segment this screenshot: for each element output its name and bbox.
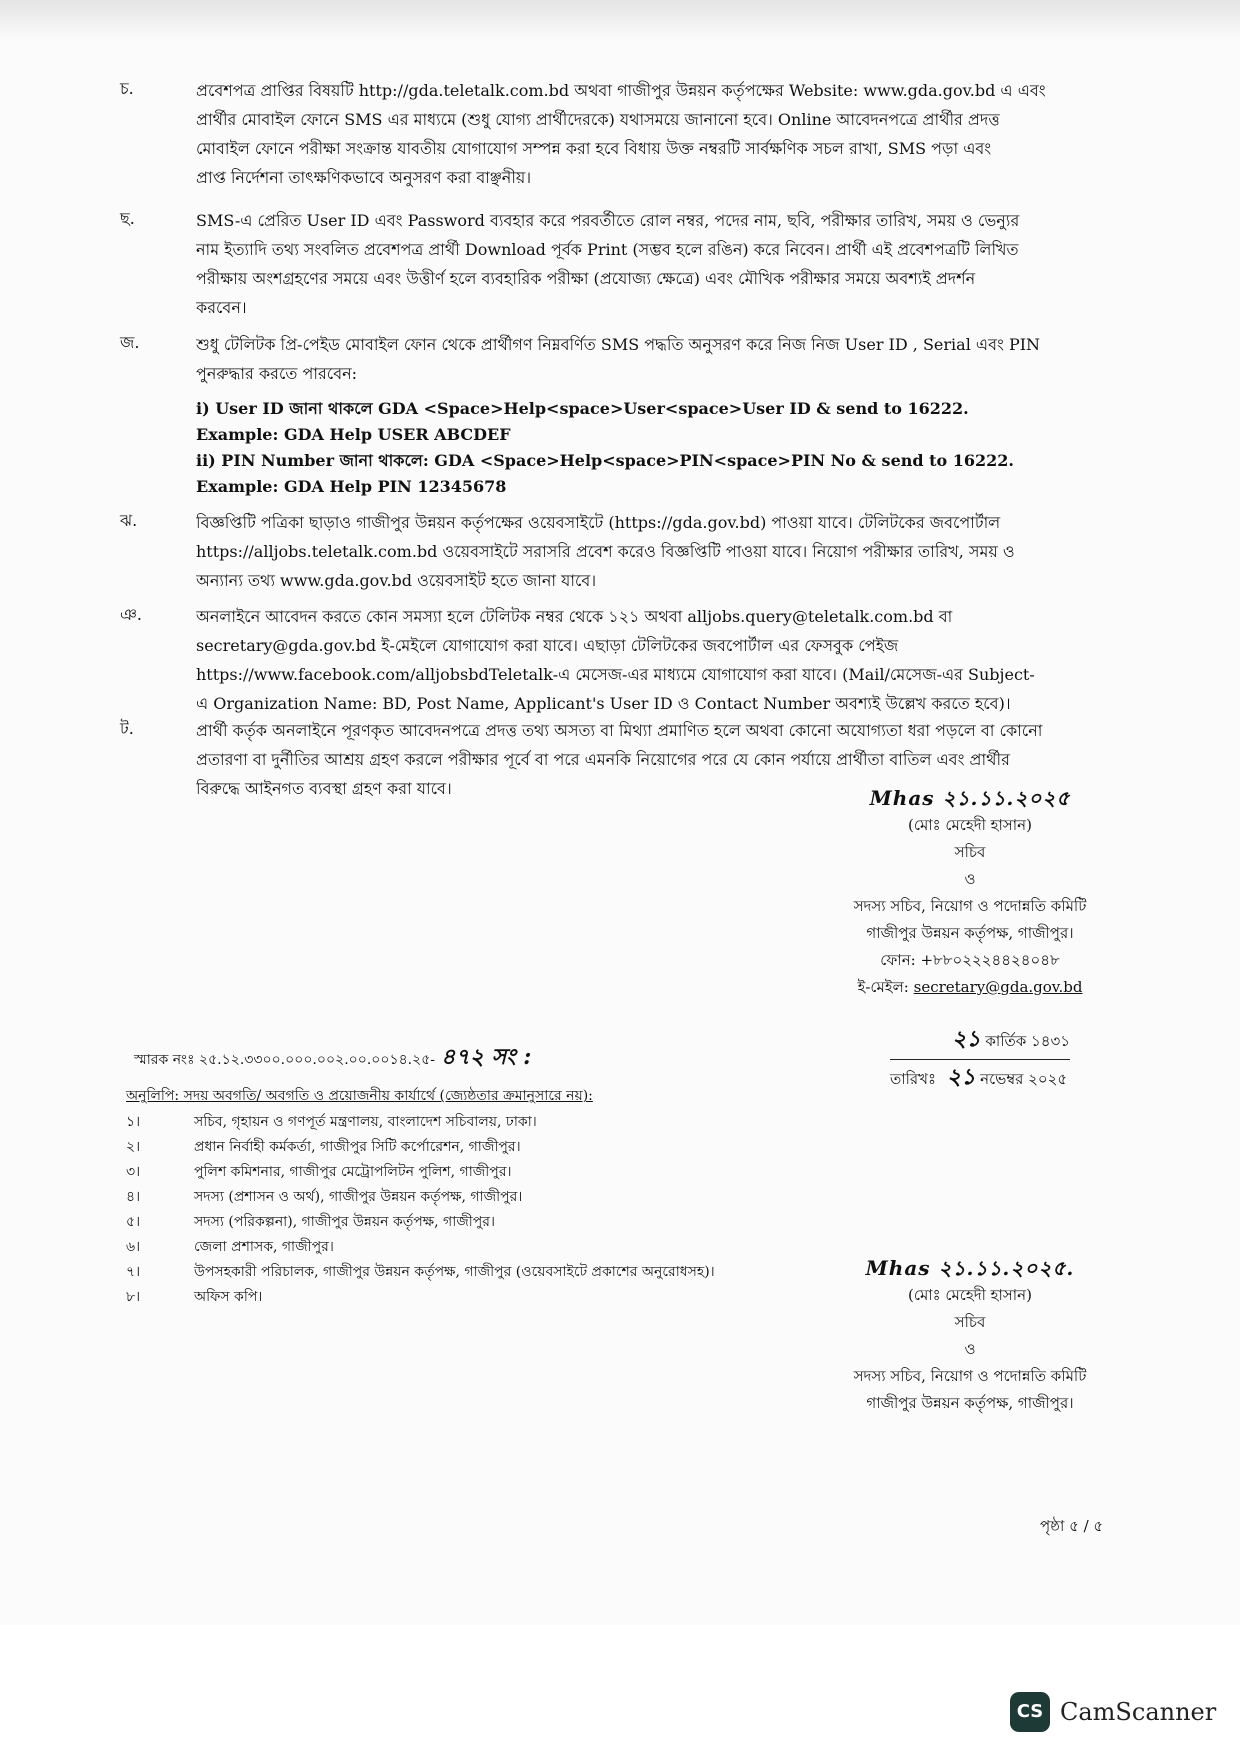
date-label: তারিখঃ xyxy=(890,1070,936,1088)
list-item-text: উপসহকারী পরিচালক, গাজীপুর উন্নয়ন কর্তৃপক্ষ, গাজীপুর (ওয়েবসাইটে প্রকাশের অনুরোধসহ)। xyxy=(194,1264,715,1280)
scan-edge xyxy=(0,0,1240,40)
paragraph-line: secretary@gda.gov.bd ই-মেইলে যোগাযোগ করা যাবে। এছাড়া টেলিটকের জবপোর্টাল এর ফেসবুক পেইজ xyxy=(196,636,899,655)
paragraph-line: প্রাপ্ত নির্দেশনা তাৎক্ষণিকভাবে অনুসরণ করা বাঞ্ছনীয়। xyxy=(196,168,532,187)
date-day-bangla: ২১ xyxy=(952,1026,981,1052)
distribution-list xyxy=(126,1110,715,1310)
sms-user-example: Example: GDA Help USER ABCDEF xyxy=(196,425,511,444)
signature-block-second xyxy=(800,1255,1140,1417)
list-item-text: প্রধান নির্বাহী কর্মকর্তা, গাজীপুর সিটি কর্পোরেশন, গাজীপুর। xyxy=(194,1139,521,1155)
list-item-text: সদস্য (প্রশাসন ও অর্থ), গাজীপুর উন্নয়ন কর্তৃপক্ষ, গাজীপুর। xyxy=(194,1189,523,1205)
signatory-conjunction: ও xyxy=(964,1340,976,1358)
signatory-title: সচিব xyxy=(954,1313,986,1331)
paragraph-mark: ট. xyxy=(120,719,134,738)
sms-instructions xyxy=(196,396,1014,500)
signatory-email-row xyxy=(800,974,1140,1001)
list-item xyxy=(126,1185,715,1210)
list-item xyxy=(126,1260,715,1285)
paragraph-mark: জ. xyxy=(120,333,140,352)
paragraph-mark: ঞ. xyxy=(120,605,142,624)
list-item-number: ১। xyxy=(126,1114,141,1130)
paragraph-line: মোবাইল ফোনে পরীক্ষা সংক্রান্ত যাবতীয় যোগাযোগ সম্পন্ন করা হবে বিধায় উক্ত নম্বরটি সার্বক্ষণিক সচল রাখা, SMS পড়া এবং xyxy=(196,139,992,158)
list-item-number: ৩। xyxy=(126,1164,141,1180)
paragraph-line: পরীক্ষায় অংশগ্রহণের সময়ে এবং উত্তীর্ণ হলে ব্যবহারিক পরীক্ষা (প্রযোজ্য ক্ষেত্রে) এবং মৌখিক পরীক্ষার সময়ে অবশ্যই প্রদর্শন xyxy=(196,269,976,288)
email-link[interactable]: secretary@gda.gov.bd xyxy=(913,978,1083,996)
signatory-title: সচিব xyxy=(954,843,986,861)
list-item-number: ২। xyxy=(126,1139,141,1155)
signatory-name: (মোঃ মেহেদী হাসান) xyxy=(908,1286,1032,1304)
paragraph-mark: চ. xyxy=(120,79,134,98)
list-item-number: ৪। xyxy=(126,1189,141,1205)
date-block xyxy=(890,1022,1070,1097)
list-item xyxy=(126,1285,715,1310)
memo-number xyxy=(134,1040,531,1077)
camscanner-watermark: CamScanner xyxy=(1060,1698,1217,1726)
signatory-phone: ফোন: +৮৮০২২২৪৪২৪০৪৮ xyxy=(880,951,1060,969)
page-number: পৃষ্ঠা ৫ / ৫ xyxy=(1040,1517,1104,1535)
paragraph-line: প্রবেশপত্র প্রাপ্তির বিষয়টি http://gda.teletalk.com.bd অথবা গাজীপুর উন্নয়ন কর্তৃপক্ষের Website: www.gda.gov.bd এ এবং xyxy=(196,81,1046,100)
date-bangla-row xyxy=(890,1022,1070,1060)
memo-label: স্মারক নংঃ ২৫.১২.৩৩০০.০০০.০০২.০০.০০১৪.২৫- xyxy=(134,1052,436,1068)
list-item xyxy=(126,1110,715,1135)
paragraph-mark: ঝ. xyxy=(120,511,138,530)
sms-pin-example: Example: GDA Help PIN 12345678 xyxy=(196,477,507,496)
list-item xyxy=(126,1210,715,1235)
paragraph-line: এ Organization Name: BD, Post Name, Applicant's User ID ও Contact Number অবশ্যই উল্লেখ করতে হবে)। xyxy=(196,694,1011,713)
list-item-text: সচিব, গৃহায়ন ও গণপূর্ত মন্ত্রণালয়, বাংলাদেশ সচিবালয়, ঢাকা। xyxy=(194,1114,537,1130)
list-item-text: সদস্য (পরিকল্পনা), গাজীপুর উন্নয়ন কর্তৃপক্ষ, গাজীপুর। xyxy=(194,1214,495,1230)
list-item-number: ৮। xyxy=(126,1289,141,1305)
signatory-name: (মোঃ মেহেদী হাসান) xyxy=(908,816,1032,834)
signatory-conjunction: ও xyxy=(964,870,976,888)
signatory-office: গাজীপুর উন্নয়ন কর্তৃপক্ষ, গাজীপুর। xyxy=(866,924,1074,942)
date-english: নভেম্বর ২০২৫ xyxy=(980,1070,1068,1088)
paragraph-line: করবেন। xyxy=(196,298,247,317)
signature-block-main xyxy=(800,785,1140,1001)
distribution-heading: অনুলিপি: সদয় অবগতি/ অবগতি ও প্রয়োজনীয় কার্যার্থে (জ্যেষ্ঠতার ক্রমানুসারে নয়): xyxy=(126,1088,593,1104)
list-item-number: ৬। xyxy=(126,1239,141,1255)
paragraph-line: বিরুদ্ধে আইনগত ব্যবস্থা গ্রহণ করা যাবে। xyxy=(196,779,452,798)
paragraph-line: পুনরুদ্ধার করতে পারবেন: xyxy=(196,364,358,383)
date-english-row xyxy=(890,1060,1070,1097)
handwritten-signature: Mhas ২১.১১.২০২৫. xyxy=(865,1256,1075,1280)
paragraph-line: শুধু টেলিটক প্রি-পেইড মোবাইল ফোন থেকে প্রার্থীগণ নিম্নবর্ণিত SMS পদ্ধতি অনুসরণ করে নিজ নিজ User ID , Serial এবং PIN xyxy=(196,335,1041,354)
signatory-committee: সদস্য সচিব, নিয়োগ ও পদোন্নতি কমিটি xyxy=(853,897,1087,915)
paragraph-line: অন্যান্য তথ্য www.gda.gov.bd ওয়েবসাইট হতে জানা যাবে। xyxy=(196,571,597,590)
list-item-text: পুলিশ কমিশনার, গাজীপুর মেট্রোপলিটন পুলিশ, গাজীপুর। xyxy=(194,1164,512,1180)
signatory-office: গাজীপুর উন্নয়ন কর্তৃপক্ষ, গাজীপুর। xyxy=(866,1394,1074,1412)
list-item-text: অফিস কপি। xyxy=(194,1289,263,1305)
paragraph-line: প্রার্থীর মোবাইল ফোনে SMS এর মাধ্যমে (শুধু যোগ্য প্রার্থীদেরকে) যথাসময়ে জানানো হবে। Online আবেদনপত্রে প্রার্থীর প্রদত্ত xyxy=(196,110,1000,129)
sms-user-id-line: i) User ID জানা থাকলে GDA <Space>Help<space>User<space>User ID & send to 16222. xyxy=(196,399,969,418)
list-item xyxy=(126,1135,715,1160)
handwritten-signature: Mhas ২১.১১.২০২৫ xyxy=(869,786,1071,810)
paragraph-line: https://www.facebook.com/alljobsbdTeletalk-এ মেসেজ-এর মাধ্যমে যোগাযোগ করা যাবে। (Mail/মেসেজ-এর Subject- xyxy=(196,665,1035,684)
paragraph-line: নাম ইত্যাদি তথ্য সংবলিত প্রবেশপত্র প্রার্থী Download পূর্বক Print (সম্ভব হলে রঙিন) করে নিবেন। প্রার্থী এই প্রবেশপত্রটি লিখিত xyxy=(196,240,1019,259)
list-item-number: ৭। xyxy=(126,1264,141,1280)
camscanner-logo-icon: CS xyxy=(1010,1692,1050,1732)
paragraph-line: প্রতারণা বা দুর্নীতির আশ্রয় গ্রহণ করলে পরীক্ষার পূর্বে বা পরে এমনকি নিয়োগের পরে যে কোন পর্যায়ে প্রার্থীতা বাতিল এবং প্রার্থীর xyxy=(196,750,1010,769)
paragraph-line: প্রার্থী কর্তৃক অনলাইনে পূরণকৃত আবেদনপত্রে প্রদত্ত তথ্য অসত্য বা মিথ্যা প্রমাণিত হলে অথবা কোনো অযোগ্যতা ধরা পড়লে বা কোনো xyxy=(196,721,1043,740)
sms-pin-line: ii) PIN Number জানা থাকলে: GDA <Space>Help<space>PIN<space>PIN No & send to 16222. xyxy=(196,451,1015,470)
paragraph-line: https://alljobs.teletalk.com.bd ওয়েবসাইটে সরাসরি প্রবেশ করেও বিজ্ঞপ্তিটি পাওয়া যাবে। নিয়োগ পরীক্ষার তারিখ, সময় ও xyxy=(196,542,1015,561)
list-item xyxy=(126,1160,715,1185)
signatory-committee: সদস্য সচিব, নিয়োগ ও পদোন্নতি কমিটি xyxy=(853,1367,1087,1385)
date-day-english: ২১ xyxy=(946,1064,976,1090)
paragraph-line: SMS-এ প্রেরিত User ID এবং Password ব্যবহার করে পরবর্তীতে রোল নম্বর, পদের নাম, ছবি, পরীক্ষার তারিখ, সময় ও ভেন্যুর xyxy=(196,211,1020,230)
list-item-text: জেলা প্রশাসক, গাজীপুর। xyxy=(194,1239,334,1255)
list-item xyxy=(126,1235,715,1260)
memo-handwritten-number: ৪৭২ সং : xyxy=(441,1044,532,1070)
list-item-number: ৫। xyxy=(126,1214,141,1230)
date-bangla: কার্তিক ১৪৩১ xyxy=(985,1032,1070,1050)
paragraph-mark: ছ. xyxy=(120,209,135,228)
paragraph-line: বিজ্ঞপ্তিটি পত্রিকা ছাড়াও গাজীপুর উন্নয়ন কর্তৃপক্ষের ওয়েবসাইটে (https://gda.gov.bd) পাওয়া যাবে। টেলিটকের জবপোর্টাল xyxy=(196,513,1001,532)
paragraph-line: অনলাইনে আবেদন করতে কোন সমস্যা হলে টেলিটক নম্বর থেকে ১২১ অথবা alljobs.query@teletalk.com.bd বা xyxy=(196,607,953,626)
email-label: ই-মেইল: xyxy=(857,978,909,996)
